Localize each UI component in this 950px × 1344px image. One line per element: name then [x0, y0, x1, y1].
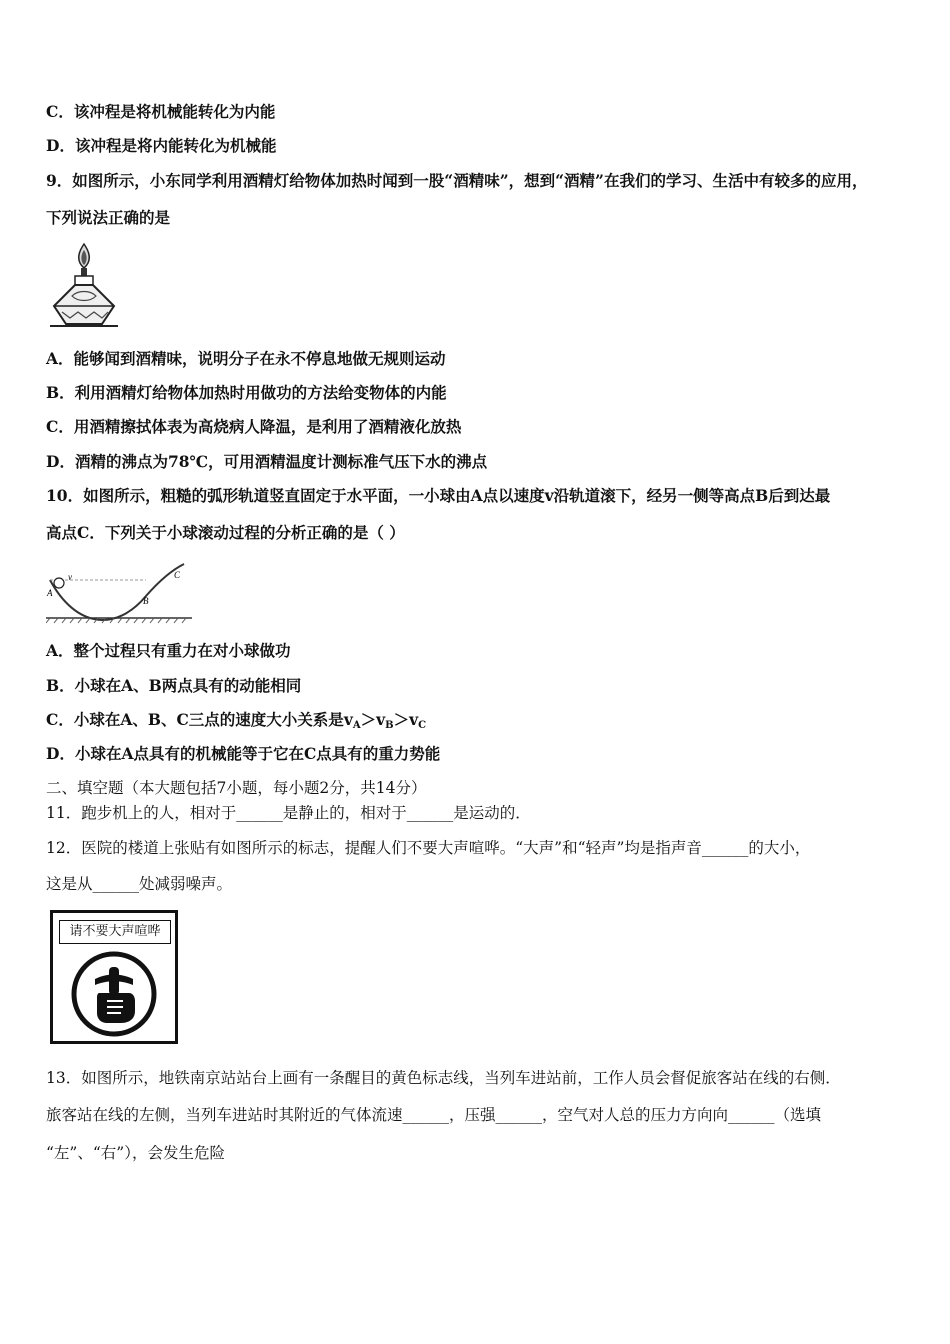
shush-icon — [67, 949, 161, 1039]
q10-option-c-text: C．小球在A、B、C三点的速度大小关系是 — [46, 710, 344, 729]
q12-stem-line2: 这是从______处减弱噪声。 — [46, 875, 233, 893]
subscript-a: A — [352, 720, 361, 731]
q11-stem: 11．跑步机上的人，相对于______是静止的，相对于______是运动的． — [46, 804, 531, 822]
q12-stem-line1: 12．医院的楼道上张贴有如图所示的标志，提醒人们不要大声喧哗。“大声”和“轻声”均是指声音______的大小， — [46, 839, 811, 857]
q9-stem-line1: 9．如图所示，小东同学利用酒精灯给物体加热时闻到一股“酒精味”，想到“酒精”在我们的学习、生活中有较多的应用， — [46, 171, 868, 190]
q13-stem-line2: 旅客站在线的左侧，当列车进站时其附近的气体流速______，压强______，空气对人总的压力方向向______（选填 — [46, 1106, 822, 1124]
q8-option-c: C．该冲程是将机械能转化为内能 — [46, 102, 276, 121]
q9-option-b: B．利用酒精灯给物体加热时用做功的方法给变物体的内能 — [46, 383, 447, 402]
section-2-title: 二、填空题（本大题包括7小题，每小题2分，共14分） — [46, 779, 427, 797]
q9-stem-line2: 下列说法正确的是 — [46, 208, 171, 227]
label-v: v — [68, 572, 72, 582]
q13-stem-line3: “左”、“右”），会发生危险 — [46, 1144, 225, 1162]
q10-option-d: D．小球在A点具有的机械能等于它在C点具有的重力势能 — [46, 744, 441, 763]
q10-option-a: A．整个过程只有重力在对小球做功 — [46, 641, 291, 660]
subscript-c: C — [418, 720, 427, 731]
velocity-b: v — [376, 710, 386, 729]
q8-option-d: D．该冲程是将内能转化为机械能 — [46, 136, 277, 155]
label-b: B — [143, 596, 149, 606]
greater-than-2: ＞ — [393, 710, 410, 729]
quiet-sign-figure — [50, 910, 178, 1044]
q13-stem-line1: 13．如图所示，地铁南京站站台上画有一条醒目的黄色标志线，当列车进站前，工作人员会督促旅客站在线的右侧． — [46, 1069, 841, 1087]
label-c: C — [174, 570, 181, 580]
q9-option-d: D．酒精的沸点为78℃，可用酒精温度计测标准气压下水的沸点 — [46, 452, 488, 471]
q9-option-a: A．能够闻到酒精味，说明分子在永不停息地做无规则运动 — [46, 349, 446, 368]
q9-option-c: C．用酒精擦拭体表为高烧病人降温，是利用了酒精液化放热 — [46, 417, 462, 436]
curved-track-figure — [46, 558, 192, 624]
sign-text: 请不要大声喧哗 — [59, 920, 171, 944]
q10-option-b: B．小球在A、B两点具有的动能相同 — [46, 676, 302, 695]
q10-stem-line2: 高点C．下列关于小球滚动过程的分析正确的是（ ） — [46, 523, 405, 542]
subscript-b: B — [385, 720, 394, 731]
alcohol-lamp-figure — [46, 240, 122, 328]
q10-stem-line1: 10．如图所示，粗糙的弧形轨道竖直固定于水平面，一小球由A点以速度v沿轨道滚下，经另一侧等高点B后到达最 — [46, 486, 831, 505]
q10-option-c — [46, 710, 426, 736]
label-a: A — [47, 588, 53, 598]
velocity-c: v — [409, 710, 419, 729]
velocity-a: v — [343, 710, 353, 729]
greater-than-1: ＞ — [360, 710, 377, 729]
